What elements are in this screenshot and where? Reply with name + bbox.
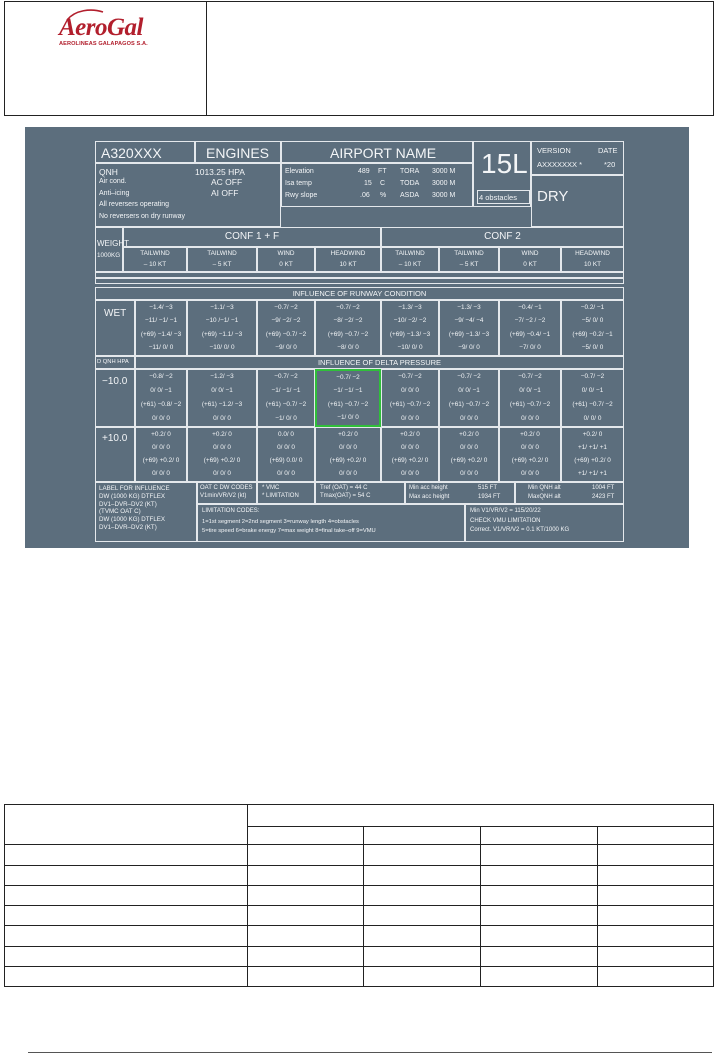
cell-value: −10 /−1/ −1 (205, 317, 239, 325)
check-vmu: CHECK VMU LIMITATION (470, 517, 541, 524)
table-cell (481, 946, 598, 966)
table-cell (247, 826, 364, 845)
cell-value: −1/ 0/ 0 (275, 415, 297, 422)
asda-label: ASDA (400, 192, 420, 199)
elevation-value: 489 (358, 168, 370, 175)
empty-data-table (4, 804, 714, 987)
table-cell (598, 966, 714, 986)
table-cell (247, 865, 364, 885)
wind-name: TAILWIND (207, 249, 237, 257)
cell-value: (+61) −1.2/ −3 (201, 401, 243, 408)
table-cell (247, 906, 364, 926)
wet-cell (187, 300, 257, 356)
wet-label-cell (95, 300, 135, 356)
wind-value: 0 KT (279, 261, 293, 269)
cell-value: 0/ 0/ 0 (401, 470, 419, 478)
influence-delta-label: INFLUENCE OF DELTA PRESSURE (317, 357, 442, 367)
cell-value: −1/ −1/ −1 (271, 387, 301, 394)
cell-value: −0.4/ −1 (518, 303, 542, 311)
cell-value: +0.2/ 0 (520, 430, 540, 438)
aircraft-conditions (95, 163, 281, 227)
vmc-line: * LIMITATION (262, 492, 299, 499)
aircond-value: AC OFF (211, 177, 243, 187)
plus10-cell (187, 427, 257, 482)
plus10-cell (561, 427, 624, 482)
table-cell (481, 845, 598, 865)
table-cell (5, 926, 248, 946)
cell-value: (+61) −0.7/ −2 (509, 401, 551, 408)
speed-limits-cell (465, 504, 624, 542)
influence-runway-title (95, 287, 624, 300)
cell-value: 0/ 0/ −1 (150, 387, 172, 394)
wind-name: TAILWIND (140, 249, 170, 257)
legend-line: DW (1000 KG) DTFLEX (99, 492, 166, 500)
oat-codes-line: OAT C DW CODES (200, 485, 253, 491)
dqnh-label: D QNH HPA (97, 359, 129, 365)
cell-value: 0/ 0/ 0 (339, 470, 357, 478)
table-cell (598, 906, 714, 926)
table-cell (5, 845, 248, 865)
obstacles-count: 4 obstacles (479, 193, 517, 202)
slope-unit: % (380, 192, 387, 199)
cell-value: +0.2/ 0 (338, 430, 358, 438)
table-cell (247, 885, 364, 905)
plus10-cell (439, 427, 499, 482)
cell-value: (+69) +0.2/ 0 (203, 457, 241, 465)
conf1-label: CONF 1 + F (224, 230, 280, 242)
cell-value: (+61) −0.7/ −2 (265, 401, 307, 408)
wind-name: HEADWIND (575, 249, 610, 257)
cell-value: 0/ 0/ 0 (152, 470, 170, 478)
wind-col-2 (187, 247, 257, 272)
limitation-codes-cell (197, 504, 465, 542)
spacer-row-2 (95, 278, 624, 284)
max-qnh-label: MaxQNH alt (528, 494, 561, 500)
wind-col-6 (439, 247, 499, 272)
table-cell (247, 845, 364, 865)
cell-value: −0.7/ −2 (274, 373, 298, 380)
cell-value: 0/ 0/ 0 (339, 443, 357, 451)
logo-cell (5, 2, 207, 115)
wind-value: 0 KT (523, 261, 537, 269)
wind-col-4 (315, 247, 381, 272)
table-cell (598, 826, 714, 845)
cell-value: 0/ 0/ −1 (211, 387, 233, 394)
elevation-label: Elevation (285, 168, 314, 175)
minus10-cell (135, 369, 187, 427)
table-cell (247, 966, 364, 986)
toda-value: 3000 M (432, 180, 456, 187)
cell-value: −7/ 0/ 0 (519, 344, 541, 352)
cell-value: (+61) −0.7/ −2 (327, 400, 369, 408)
wet-cell (257, 300, 315, 356)
cell-value: (+69) −1.3/ −3 (448, 330, 490, 338)
legend-line: LABEL FOR INFLUENCE (99, 485, 170, 492)
minus10-cell (315, 369, 381, 427)
antiicing-label: Anti–icing (99, 190, 130, 197)
cell-value: −1.4/ −3 (149, 303, 173, 311)
condition-cell (531, 175, 624, 227)
cell-value: −10/ 0/ 0 (397, 344, 423, 352)
influence-delta-title (135, 356, 624, 369)
header-title-cell (207, 2, 713, 115)
cell-value: 0/ 0/ 0 (152, 415, 170, 422)
table-cell (247, 926, 364, 946)
wet-cell (135, 300, 187, 356)
wind-name: WIND (521, 249, 539, 257)
cell-value: 0/ 0/ 0 (277, 443, 295, 451)
tref: Tref (OAT) = 44 C (320, 485, 368, 491)
engines-cell (195, 141, 281, 163)
weight-unit: 1000KG (97, 252, 121, 259)
table-cell (598, 926, 714, 946)
tora-label: TORA (400, 168, 420, 175)
table-cell (5, 885, 248, 905)
plus10-cell (381, 427, 439, 482)
cell-value: −10/ 0/ 0 (209, 344, 235, 352)
table-cell (364, 946, 481, 966)
slope-label: Rwy slope (285, 192, 318, 199)
cell-value: −9/ −4/ −4 (454, 317, 484, 325)
cell-value: (+69) +0.2/ 0 (574, 457, 611, 465)
wind-value: – 5 KT (459, 261, 479, 269)
date-label: DATE (598, 146, 618, 155)
runway-condition: DRY (537, 188, 569, 205)
legend-line: DV1–DVR–DV2 (KT) (99, 523, 157, 531)
max-acc-value: 1934 FT (478, 494, 501, 500)
temp-ref-cell (315, 482, 405, 504)
table-row (5, 885, 714, 905)
table-cell (481, 906, 598, 926)
logo-wordmark: AeroGal (59, 14, 143, 41)
airport-conditions (281, 163, 473, 207)
conf1-header (123, 227, 381, 247)
wind-value: – 5 KT (212, 261, 232, 269)
logo-subtitle: AEROLINEAS GALAPAGOS S.A. (59, 41, 148, 47)
runway-id: 15L (481, 148, 528, 179)
conf2-label: CONF 2 (484, 230, 521, 242)
wind-col-7 (499, 247, 561, 272)
plus10-label-cell (95, 427, 135, 482)
influence-runway-label: INFLUENCE OF RUNWAY CONDITION (292, 288, 427, 298)
plus10-label: +10.0 (102, 433, 128, 444)
cell-value: −1.1/ −3 (210, 303, 234, 311)
elevation-unit: FT (378, 168, 387, 175)
cell-value: 0/ 0/ 0 (521, 443, 539, 451)
table-cell (247, 805, 713, 827)
cell-value: (+69) −0.2/ −1 (572, 330, 613, 338)
version-label: VERSION (537, 146, 571, 155)
table-cell (364, 826, 481, 845)
cell-value: −0.7/ −2 (336, 303, 360, 311)
cell-value: (+69) −1.3/ −3 (389, 330, 431, 338)
wet-label: WET (104, 308, 127, 319)
minus10-cell (257, 369, 315, 427)
wind-col-3 (257, 247, 315, 272)
airport-name: AIRPORT NAME (330, 145, 437, 161)
table-cell (5, 966, 248, 986)
cell-value: (+69) −1.1/ −3 (201, 330, 243, 338)
cell-value: 0/ 0/ 0 (460, 470, 478, 478)
reversers-line1: All reversers operating (99, 201, 170, 208)
weight-label: WEIGHT (97, 239, 129, 248)
cell-value: 0/ 0/ −1 (519, 387, 541, 394)
limitation-title: LIMITATION CODES: (202, 508, 260, 514)
table-row (5, 966, 714, 986)
wind-col-5 (381, 247, 439, 272)
cell-value: −5/ 0/ 0 (581, 317, 604, 325)
legend-line: (TVMC OAT C) (99, 508, 141, 516)
minus10-cell (561, 369, 624, 427)
wind-name: WIND (277, 249, 295, 257)
qnh-label: QNH (99, 167, 118, 177)
cell-value: −0.7/ −2 (518, 373, 542, 380)
minus10-cell (187, 369, 257, 427)
max-qnh-value: 2423 FT (592, 494, 615, 500)
min-acc-label: Min acc height (409, 485, 448, 491)
table-cell (364, 865, 481, 885)
table-row (5, 906, 714, 926)
table-cell (481, 865, 598, 885)
minus10-cell (499, 369, 561, 427)
cell-value: −1.3/ −3 (457, 303, 481, 311)
cell-value: 0/ 0/ 0 (460, 443, 478, 451)
footer-rule (28, 1052, 712, 1053)
minus10-label: −10.0 (102, 376, 128, 387)
table-cell (598, 865, 714, 885)
table-cell (364, 906, 481, 926)
plus10-cell (315, 427, 381, 482)
cell-value: +0.2/ 0 (151, 430, 171, 438)
cell-value: 0/ 0/ 0 (401, 387, 419, 394)
cell-value: (+69) +0.2/ 0 (329, 457, 367, 465)
vmc-cell (257, 482, 315, 504)
cell-value: −7/ −2 / −2 (514, 317, 546, 325)
cell-value: −11/ −1/ −1 (144, 317, 178, 325)
minus10-label-cell (95, 369, 135, 427)
table-cell (598, 885, 714, 905)
cell-value: (+69) −0.7/ −2 (327, 330, 369, 338)
plus10-cell (135, 427, 187, 482)
cell-value: 0/ 0/ 0 (583, 415, 602, 422)
cell-value: 0/ 0/ 0 (152, 443, 170, 451)
wet-cell (561, 300, 624, 356)
cell-value: (+61) −0.7/ −2 (389, 401, 431, 408)
aircraft-cell (95, 141, 195, 163)
reversers-line2: No reversers on dry runway (99, 213, 185, 220)
min-v-speeds: Min V1/VR/V2 = 115/20/22 (470, 508, 541, 514)
oat-codes-cell (197, 482, 257, 504)
cell-value: −1/ 0/ 0 (337, 414, 359, 422)
aircraft-type: A320XXX (101, 145, 162, 161)
cell-value: (+61) −0.7/ −2 (572, 401, 613, 408)
cell-value: −0.7/ −2 (336, 373, 360, 381)
cell-value: (+69) +0.2/ 0 (391, 457, 429, 465)
table-row (5, 926, 714, 946)
cell-value: 0/ 0/ 0 (460, 415, 478, 422)
cell-value: (+69) +0.2/ 0 (511, 457, 549, 465)
cell-value: (+61) −0.7/ −2 (448, 401, 490, 408)
limitation-line: 1=1st segment 2=2nd segment 3=runway length 4=obstacles (202, 518, 359, 525)
wind-name: HEADWIND (330, 249, 366, 257)
cell-value: (+69) +0.2/ 0 (142, 457, 180, 465)
limitation-line: 5=tire speed 6=brake energy 7=max weight 8=final take–off 9=VMU (202, 527, 376, 534)
wind-col-8 (561, 247, 624, 272)
version-cell (531, 141, 624, 175)
table-cell (364, 926, 481, 946)
table-cell (364, 966, 481, 986)
plus10-cell (257, 427, 315, 482)
cell-value: −0.2/ −1 (580, 303, 605, 311)
wind-value: 10 KT (339, 261, 357, 269)
obstacles-box (477, 190, 530, 204)
cell-value: +0.2/ 0 (400, 430, 420, 438)
min-qnh-label: Min QNH alt (528, 485, 561, 491)
engines-label: ENGINES (206, 145, 270, 161)
conf2-header (381, 227, 624, 247)
cell-value: −0.7/ −2 (457, 373, 481, 380)
plus10-cell (499, 427, 561, 482)
wind-value: – 10 KT (398, 261, 422, 269)
tora-value: 3000 M (432, 168, 456, 175)
takeoff-chart (25, 127, 689, 548)
cell-value: (+69) −0.7/ −2 (265, 330, 307, 338)
cell-value: (+69) 0.0/ 0 (269, 457, 303, 465)
cell-value: −0.7/ −2 (580, 373, 605, 380)
cell-value: −8/ 0/ 0 (337, 344, 359, 352)
table-cell (5, 805, 248, 845)
cell-value: −5/ 0/ 0 (581, 344, 604, 352)
tmax: Tmax(OAT) = 54 C (320, 492, 371, 499)
weight-header (95, 227, 129, 272)
table-cell (364, 885, 481, 905)
cell-value: −1.2/ −3 (210, 373, 234, 380)
legend-line: DW (1000 KG) DTFLEX (99, 516, 166, 523)
cell-value: −10/ −2/ −2 (393, 317, 427, 325)
antiicing-value: AI OFF (211, 188, 239, 198)
table-cell (598, 946, 714, 966)
cell-value: 0/ 0/ 0 (213, 470, 231, 478)
cell-value: −11/ 0/ 0 (148, 344, 174, 352)
table-cell (5, 865, 248, 885)
table-cell (247, 946, 364, 966)
wind-value: 10 KT (583, 261, 602, 269)
cell-value: −1.3/ −3 (398, 303, 422, 311)
max-acc-label: Max acc height (409, 494, 450, 500)
cell-value: 0.0/ 0 (278, 430, 294, 438)
table-row (5, 865, 714, 885)
vmc-line: * VMC (262, 485, 280, 491)
table-header-row (5, 805, 714, 827)
cell-value: +1/ +1/ +1 (578, 470, 607, 478)
version-value: AXXXXXXX * (537, 160, 583, 169)
minus10-cell (381, 369, 439, 427)
table-row (5, 946, 714, 966)
slope-value: .06 (360, 192, 370, 199)
table-cell (364, 845, 481, 865)
cell-value: +0.2/ 0 (212, 430, 232, 438)
cell-value: (+69) −1.4/ −3 (140, 330, 182, 338)
min-qnh-value: 1004 FT (592, 485, 615, 491)
cell-value: 0/ 0/ −1 (581, 387, 604, 394)
cell-value: 0/ 0/ 0 (213, 415, 231, 422)
wet-cell (499, 300, 561, 356)
cell-value: −9/ −2/ −2 (271, 317, 301, 325)
wet-cell (439, 300, 499, 356)
cell-value: +0.2/ 0 (582, 430, 603, 438)
wind-name: TAILWIND (454, 249, 484, 257)
toda-label: TODA (400, 180, 420, 187)
asda-value: 3000 M (432, 192, 456, 199)
cell-value: −9/ 0/ 0 (275, 344, 297, 352)
table-cell (5, 906, 248, 926)
cell-value: −9/ 0/ 0 (458, 344, 480, 352)
wet-cell (315, 300, 381, 356)
qnh-alt-cell (515, 482, 624, 504)
airport-cell (281, 141, 473, 163)
table-cell (481, 826, 598, 845)
cell-value: +1/ +1/ +1 (578, 443, 607, 451)
document-header (4, 1, 714, 116)
wet-cell (381, 300, 439, 356)
acc-height-cell (405, 482, 515, 504)
cell-value: 0/ 0/ 0 (401, 443, 419, 451)
minus10-cell (439, 369, 499, 427)
cell-value: (+69) +0.2/ 0 (450, 457, 488, 465)
date-value: *20 (604, 160, 616, 169)
cell-value: 0/ 0/ 0 (521, 470, 539, 478)
wind-col-1 (123, 247, 187, 272)
dqnh-label-cell (95, 356, 135, 369)
wind-name: TAILWIND (395, 249, 425, 257)
cell-value: −0.8/ −2 (149, 373, 173, 380)
cell-value: −8/ −2/ −2 (333, 317, 363, 325)
cell-value: 0/ 0/ 0 (277, 470, 295, 478)
legend-cell (95, 482, 197, 542)
aircond-label: Air cond. (99, 178, 127, 185)
cell-value: 0/ 0/ 0 (213, 443, 231, 451)
isa-value: 15 (364, 180, 372, 187)
cell-value: −0.7/ −2 (274, 303, 298, 311)
cell-value: −0.7/ −2 (398, 373, 422, 380)
table-row (5, 845, 714, 865)
cell-value: 0/ 0/ 0 (521, 415, 539, 422)
wind-value: – 10 KT (143, 261, 167, 269)
cell-value: −1/ −1/ −1 (333, 387, 363, 395)
cell-value: 0/ 0/ −1 (458, 387, 480, 394)
qnh-value: 1013.25 HPA (195, 167, 245, 177)
oat-codes-line: V1min/VR/V2 (kt) (200, 492, 247, 499)
cell-value: (+61) −0.8/ −2 (140, 401, 182, 408)
cell-value: +0.2/ 0 (459, 430, 479, 438)
cell-value: 0/ 0/ 0 (401, 415, 419, 422)
table-cell (481, 885, 598, 905)
table-cell (481, 966, 598, 986)
table-cell (598, 845, 714, 865)
cell-value: (+69) −0.4/ −1 (509, 330, 551, 338)
table-cell (5, 946, 248, 966)
isa-label: Isa temp (285, 180, 312, 187)
min-acc-value: 515 FT (478, 485, 498, 491)
isa-unit: C (380, 180, 386, 187)
legend-line: DV1–DVR–DV2 (KT) (99, 500, 157, 508)
table-cell (481, 926, 598, 946)
correct-v-speeds: Correct. V1/VR/V2 = 0.1 KT/1000 KG (470, 527, 570, 533)
